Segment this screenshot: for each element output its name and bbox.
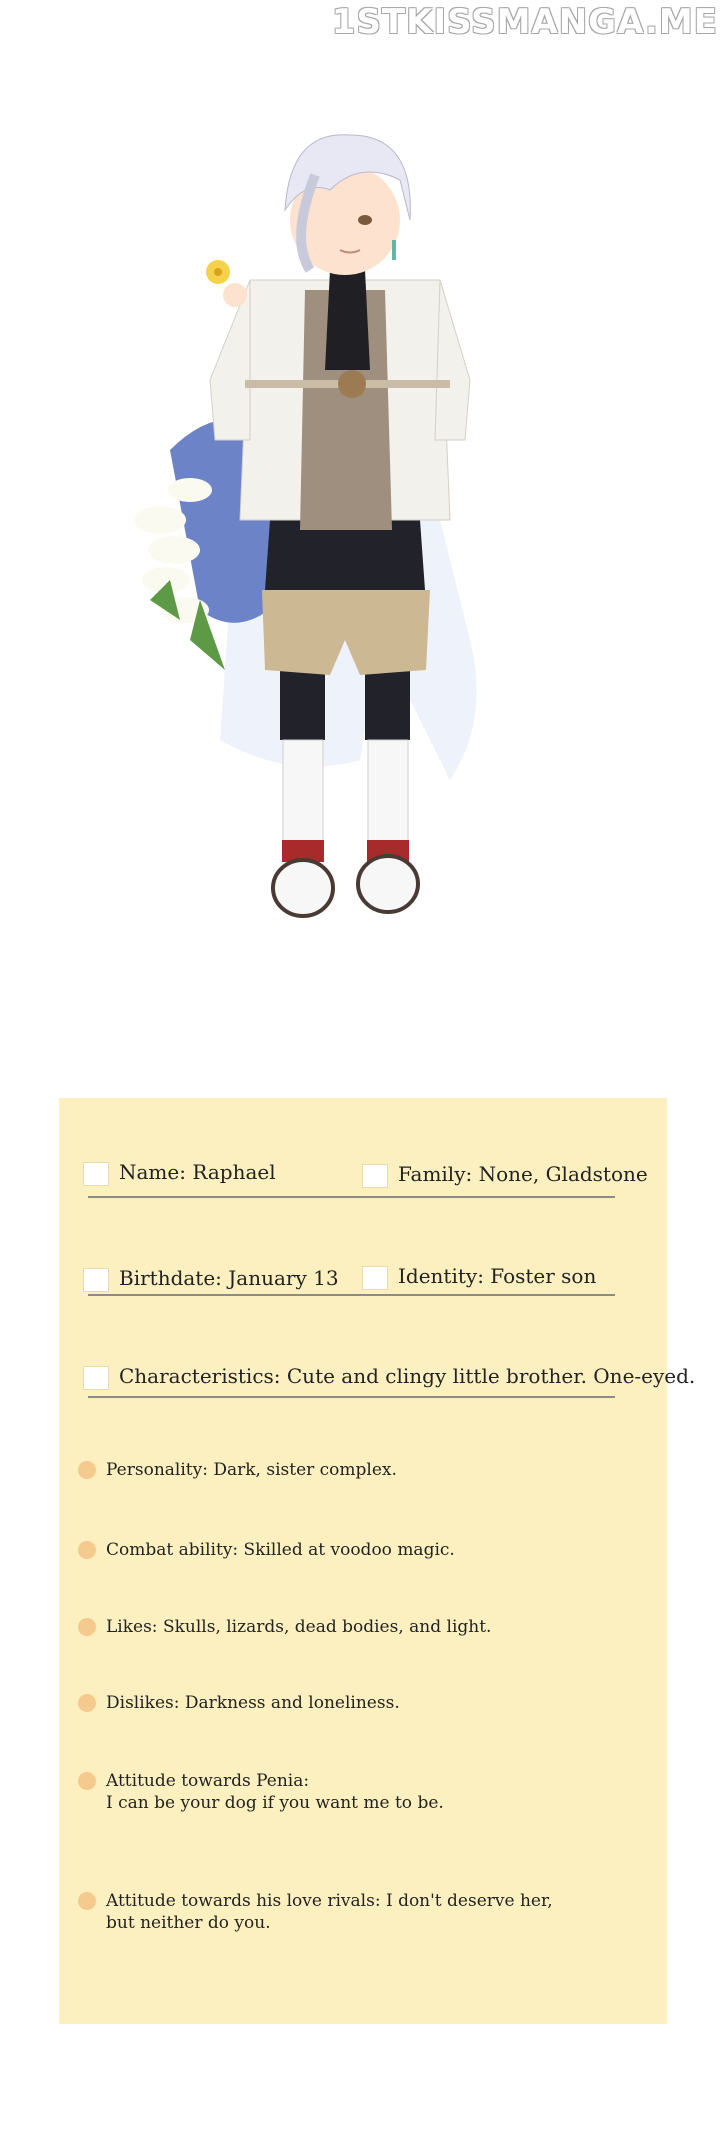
divider xyxy=(88,1294,615,1296)
divider xyxy=(88,1396,615,1398)
name-label: Name: Raphael xyxy=(119,1160,276,1184)
family-label: Family: None, Gladstone xyxy=(398,1162,648,1186)
site-watermark: 1STKISSMANGA.ME xyxy=(331,2,718,42)
checkbox-icon xyxy=(83,1366,109,1390)
checkbox-icon xyxy=(83,1162,109,1186)
family-field xyxy=(362,1162,648,1188)
character-illustration xyxy=(130,80,490,960)
profile-card: Name: Raphael Family: None, Gladstone Birthdate: January 13 Identity: Foster son Characteristics: Cute and clingy little brother. One-eyed. Personality: Dark, sister complex. Combat ability: Skilled at voodoo magic. Likes: Skulls, lizards, dead bodies, and light. Dislikes: Darkness and loneliness. Attitude towards Penia: I can be your dog if you want me to be. Attitude towards his love rivals: I don't deserve her, but neither do you. xyxy=(59,1098,667,2024)
characteristics-label: Characteristics: Cute and clingy little brother. One-eyed. xyxy=(119,1364,696,1388)
identity-field xyxy=(362,1264,596,1290)
checkbox-icon xyxy=(362,1164,388,1188)
birthdate-label: Birthdate: January 13 xyxy=(119,1266,339,1290)
divider xyxy=(88,1196,615,1198)
bullet-icon xyxy=(78,1541,96,1559)
bullet-icon xyxy=(78,1461,96,1479)
birthdate-field xyxy=(83,1266,339,1292)
checkbox-icon xyxy=(362,1266,388,1290)
checkbox-icon xyxy=(83,1268,109,1292)
name-field xyxy=(83,1160,276,1186)
characteristics-field xyxy=(83,1364,695,1390)
bullet-icon xyxy=(78,1772,96,1790)
bullet-icon xyxy=(78,1694,96,1712)
identity-label: Identity: Foster son xyxy=(398,1264,597,1288)
bullet-icon xyxy=(78,1892,96,1910)
bullet-icon xyxy=(78,1618,96,1636)
